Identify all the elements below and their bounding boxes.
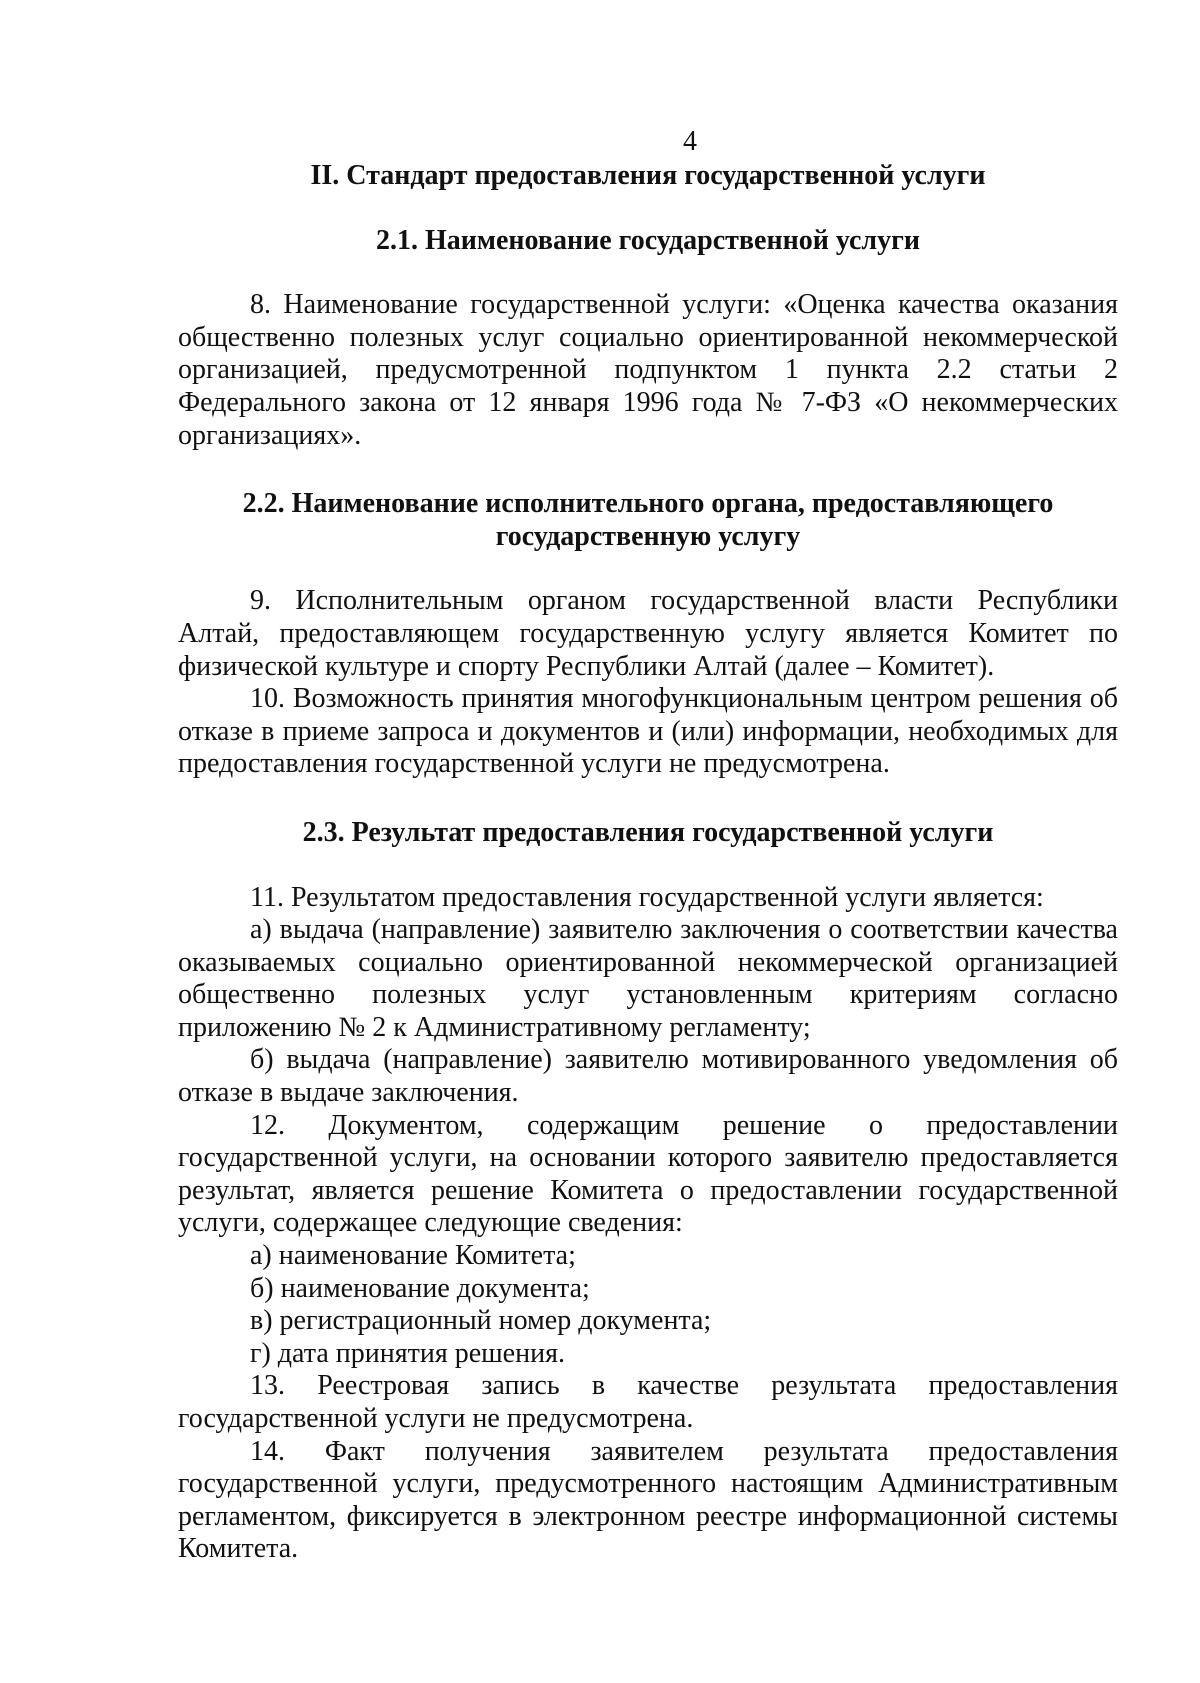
paragraph-13: 13. Реестровая запись в качестве результата предоставления государственной услуги не предусмотрена. — [178, 1370, 1118, 1434]
section-title: II. Стандарт предоставления государственной услуги — [310, 160, 986, 191]
paragraph-12-a: а) наименование Комитета; — [250, 1240, 576, 1272]
paragraph-12-b: б) наименование документа; — [250, 1272, 590, 1304]
paragraph-12-d: г) дата принятия решения. — [250, 1337, 565, 1369]
page-number: 4 — [683, 126, 697, 157]
paragraph-11-a: а) выдача (направление) заявителю заключения о соответствии качества оказываемых социально ориентированной некоммерческой организацией общественно полезных услуг установленным критериям согласно приложению № 2 к Административному регламенту; — [178, 914, 1118, 1043]
subsection-2-2-title-line2: государственную услугу — [495, 520, 801, 552]
paragraph-10: 10. Возможность принятия многофункциональным центром решения об отказе в приеме запроса и документов и (или) информации, необходимых для предоставления государственной услуги не предусмотрена. — [178, 683, 1118, 780]
subsection-2-1-title: 2.1. Наименование государственной услуги — [376, 224, 920, 256]
subsection-2-3-title: 2.3. Результат предоставления государственной услуги — [302, 816, 994, 848]
paragraph-14: 14. Факт получения заявителем результата предоставления государственной услуги, предусмотренного настоящим Административным регламентом, фиксируется в электронном реестре информационной системы Комитета. — [178, 1435, 1118, 1565]
document-content — [178, 160, 1118, 1566]
paragraph-8: 8. Наименование государственной услуги: «Оценка качества оказания общественно полезных услуг социально ориентированной некоммерческой организацией, предусмотренной подпунктом 1 пункта 2.2 статьи 2 Федерального закона от 12 января 1996 года № 7-ФЗ «О некоммерческих организациях». — [178, 289, 1118, 451]
paragraph-11: 11. Результатом предоставления государственной услуги является: — [250, 881, 1044, 913]
paragraph-11-b: б) выдача (направление) заявителю мотивированного уведомления об отказе в выдаче заключения. — [178, 1044, 1118, 1109]
paragraph-9: 9. Исполнительным органом государственной власти Республики Алтай, предоставляющем государственную услугу является Комитет по физической культуре и спорту Республики Алтай (далее – Комитет). — [178, 585, 1118, 682]
paragraph-12: 12. Документом, содержащим решение о предоставлении государственной услуги, на основании которого заявителю предоставляется результат, является решение Комитета о предоставлении государственной услуги, содержащее следующие сведения: — [178, 1109, 1118, 1239]
paragraph-12-c: в) регистрационный номер документа; — [250, 1305, 712, 1337]
subsection-2-2-title-line1: 2.2. Наименование исполнительного органа, предоставляющего — [242, 488, 1054, 520]
